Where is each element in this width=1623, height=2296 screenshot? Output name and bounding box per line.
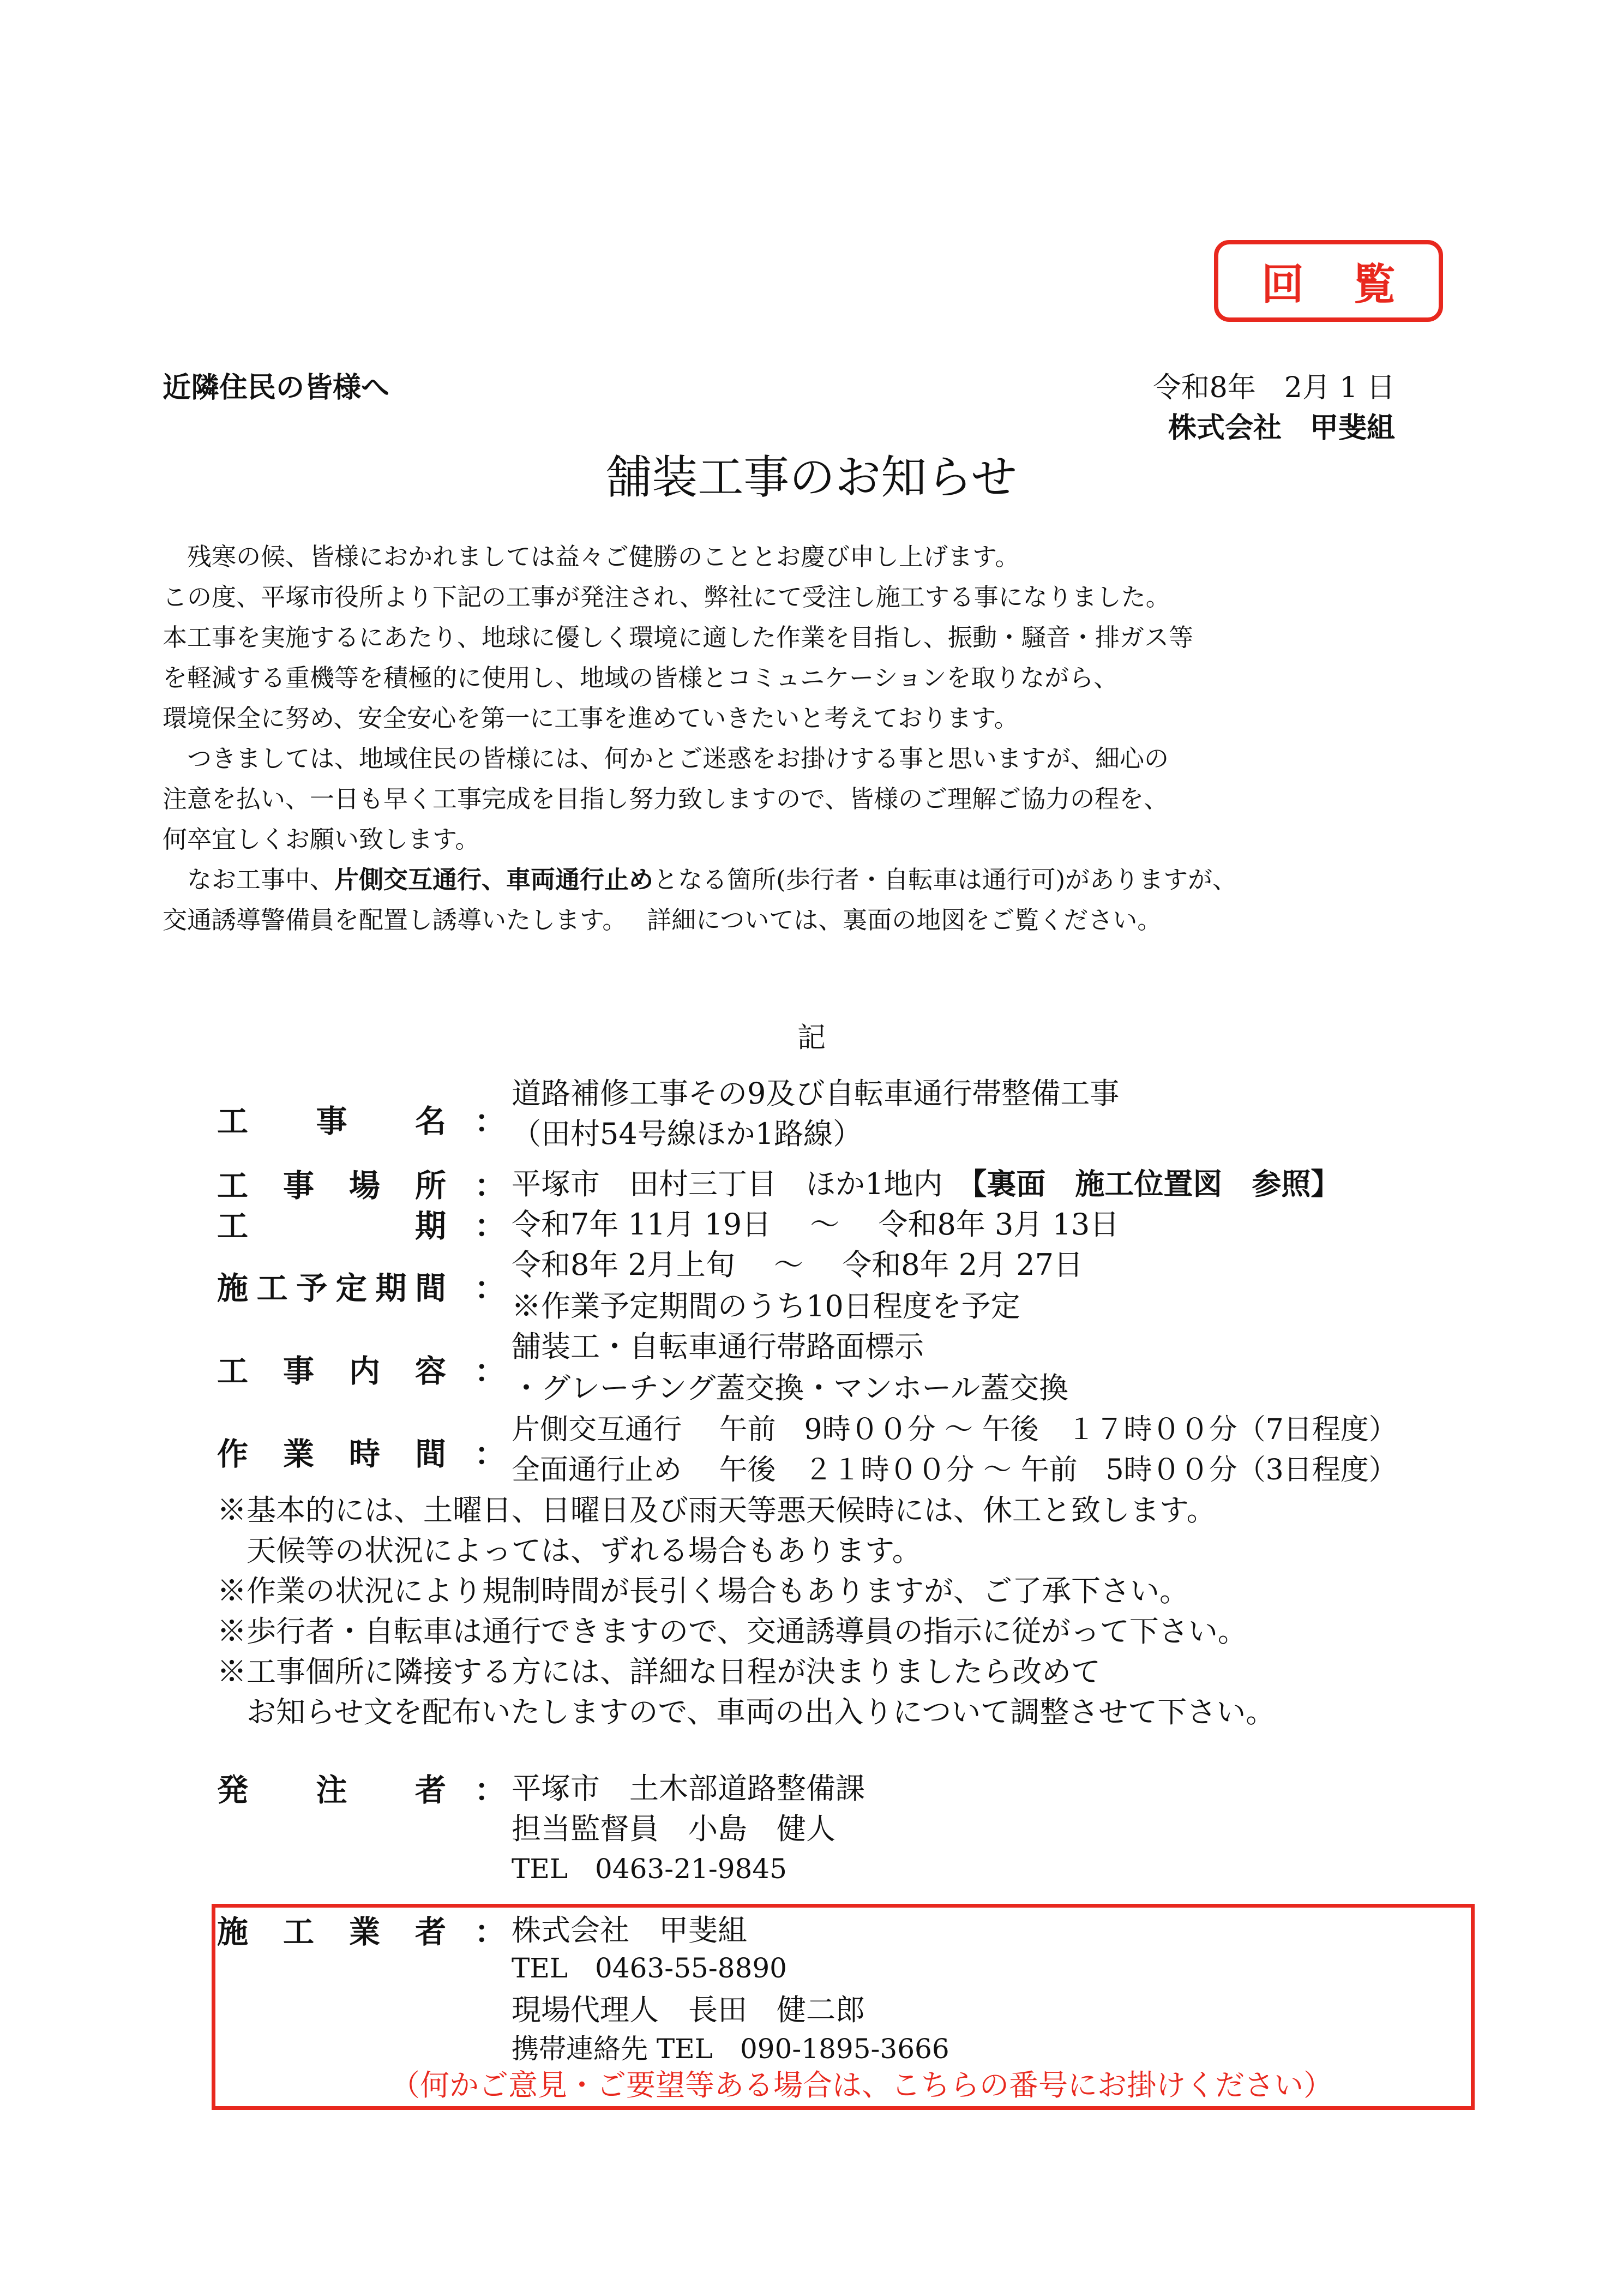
label-construction-content [217,1346,446,1391]
text-span: 、 [482,865,507,894]
label-scheduled-period [217,1263,446,1308]
label-char: 事 [283,1353,314,1389]
construction-period: 令和7年 11月 19日 ～ 令和8年 3月 13日 [512,1207,1120,1242]
label-char: 容 [415,1353,446,1389]
text-span: なお工事中、 [163,865,335,894]
label-construction-place [217,1161,446,1206]
issuer-company: 株式会社 甲斐組 [1168,412,1395,445]
label-char: 場 [349,1168,380,1204]
label-char: 者 [415,1914,446,1950]
road-closure-bold: 車両通行止め [506,865,654,894]
site-agent: 現場代理人 長田 健二郎 [512,1993,865,2027]
label-char: 間 [415,1436,446,1472]
body-line [163,860,1237,900]
construction-content-line1: 舗装工・自転車通行帯路面標示 [512,1329,924,1364]
colon: ： [474,1353,506,1389]
note-line: お知らせ文を配布いたしますので、車両の出入りについて調整させて下さい。 [217,1695,1276,1729]
label-char: 施 [217,1270,248,1306]
label-char: 業 [349,1914,380,1950]
circulation-stamp [1214,240,1443,322]
label-char: 事 [283,1168,314,1204]
construction-place [512,1161,1340,1203]
label-char: 者 [415,1772,446,1808]
orderer-tel: TEL 0463-21-9845 [512,1853,787,1885]
colon: ： [474,1208,506,1244]
colon: ： [474,1914,506,1950]
body-text [163,537,1237,940]
label-char: 業 [283,1436,314,1472]
one-way-traffic-bold: 片側交互通行 [334,865,482,894]
label-construction-period [217,1201,446,1246]
colon: ： [474,1436,506,1472]
scheduled-period-line2: ※作業予定期間のうち10日程度を予定 [512,1289,1020,1323]
label-construction-name [217,1096,446,1141]
stamp-text: 回覧 [1261,260,1445,309]
colon: ： [474,1772,506,1808]
note-line: ※基本的には、土曜日、日曜日及び雨天等悪天候時には、休工と致します。 [217,1493,1216,1527]
notice-date: 令和8年 2月 1 日 [1152,371,1395,404]
label-char: 所 [415,1168,446,1204]
label-char: 工 [283,1914,314,1950]
label-char: 予 [296,1270,328,1306]
label-char: 工 [217,1104,248,1140]
orderer-supervisor: 担当監督員 小島 健人 [512,1812,835,1846]
construction-content-line2: ・グレーチング蓋交換・マンホール蓋交換 [512,1371,1069,1405]
label-char: 名 [415,1104,446,1140]
addressee: 近隣住民の皆様へ [163,371,390,404]
contact-request-note: （何かご意見・ご要望等ある場合は、こちらの番号にお掛けください） [390,2068,1333,2102]
label-char: 時 [349,1436,380,1472]
body-line: 交通誘導警備員を配置し誘導いたします。 詳細については、裏面の地図をご覧ください。 [163,906,1162,934]
place-text: 平塚市 田村三丁目 ほか1地内 [512,1167,972,1201]
label-work-hours [217,1429,446,1474]
orderer-department: 平塚市 土木部道路整備課 [512,1771,865,1806]
label-char: 間 [414,1270,446,1306]
label-char: 定 [335,1270,367,1306]
note-line: ※作業の状況により規制時間が長引く場合もありますが、ご了承下さい。 [217,1574,1189,1608]
label-char: 工 [256,1270,288,1306]
label-contractor [217,1907,446,1952]
construction-name-line2: （田村54号線ほか1路線） [512,1117,863,1151]
construction-name-line1: 道路補修工事その9及び自転車通行帯整備工事 [512,1076,1120,1111]
colon: ： [474,1168,506,1204]
document-title: 舗装工事のお知らせ [606,451,1017,504]
label-char: 期 [415,1208,446,1244]
contractor-company: 株式会社 甲斐組 [512,1913,747,1947]
label-char: 注 [316,1772,347,1808]
label-char: 工 [217,1208,248,1244]
mobile-contact: 携帯連絡先 TEL 090-1895-3666 [512,2033,949,2065]
label-char: 期 [375,1270,407,1306]
work-hours-line2: 全面通行止め 午後 ２１時００分 ～ 午前 5時００分（3日程度） [512,1454,1397,1486]
body-line: を軽減する重機等を積極的に使用し、地域の皆様とコミュニケーションを取りながら、 [163,663,1119,692]
ki-heading: 記 [797,1022,826,1054]
body-line: 注意を払い、一日も早く工事完成を目指し努力致しますので、皆様のご理解ご協力の程を、 [163,784,1169,813]
colon: ： [474,1270,506,1306]
label-char: 工 [217,1353,248,1389]
body-line: つきましては、地域住民の皆様には、何かとご迷惑をお掛けする事と思いますが、細心の [163,744,1169,773]
text-span: となる箇所(歩行者・自転車は通行可)がありますが、 [653,865,1237,894]
label-char: 作 [217,1436,248,1472]
label-char: 内 [349,1353,380,1389]
label-orderer [217,1765,446,1810]
label-char: 発 [217,1772,248,1808]
body-line: 残寒の候、皆様におかれましては益々ご健勝のこととお慶び申し上げます。 [163,542,1020,571]
body-line: 環境保全に努め、安全安心を第一に工事を進めていきたいと考えております。 [163,704,1019,733]
work-hours-line1: 片側交互通行 午前 9時００分 ～ 午後 １７時００分（7日程度） [512,1413,1397,1446]
note-line: ※歩行者・自転車は通行できますので、交通誘導員の指示に従がって下さい。 [217,1614,1247,1648]
label-char: 施 [217,1914,248,1950]
body-line: 何卒宜しくお願い致します。 [163,825,480,854]
label-char: 工 [217,1168,248,1204]
body-line: この度、平塚市役所より下記の工事が発注され、弊社にて受注し施工する事になりました。 [163,583,1170,612]
contractor-tel: TEL 0463-55-8890 [512,1952,787,1984]
scheduled-period-line1: 令和8年 2月上旬 ～ 令和8年 2月 27日 [512,1248,1083,1282]
label-char: 事 [316,1104,347,1140]
body-line: 本工事を実施するにあたり、地球に優しく環境に適した作業を目指し、振動・騒音・排ガス等 [163,623,1194,652]
note-line: 天候等の状況によっては、ずれる場合もあります。 [217,1533,922,1568]
note-line: ※工事個所に隣接する方には、詳細な日程が決まりましたら改めて [217,1654,1101,1689]
map-reference: 【裏面 施工位置図 参照】 [972,1167,1341,1201]
colon: ： [474,1104,506,1140]
